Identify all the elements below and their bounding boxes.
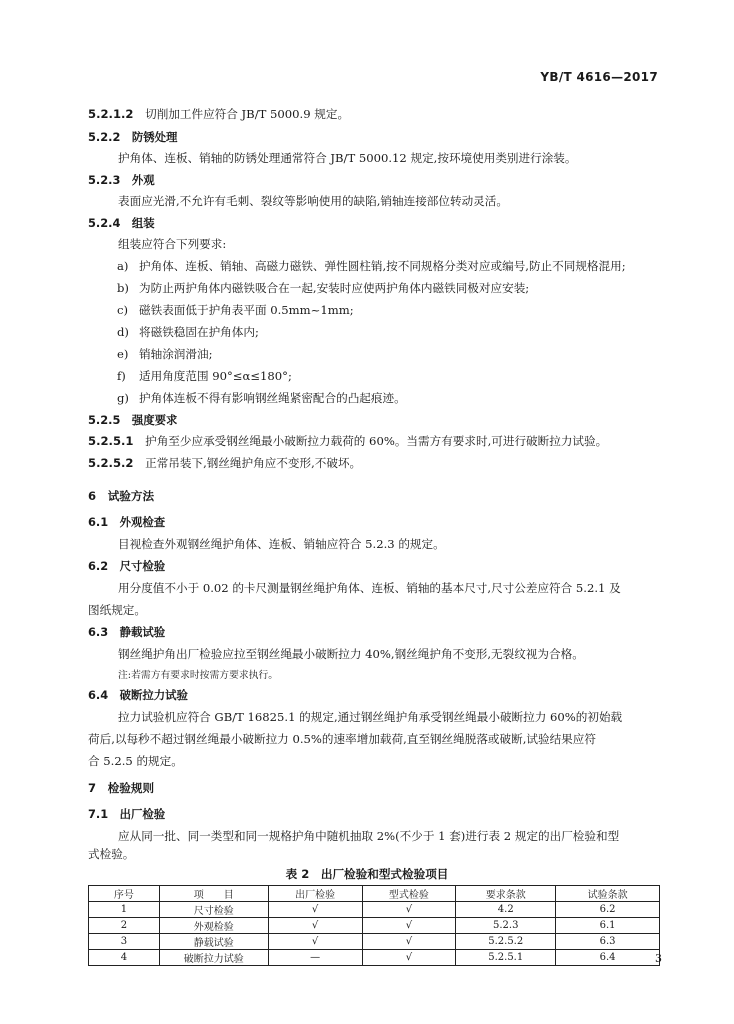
table-cell: —	[268, 950, 362, 966]
table-cell: √	[362, 918, 456, 934]
table-cell: √	[268, 902, 362, 918]
table-cell: 尺寸检验	[159, 902, 268, 918]
clause-5-2-1-2: 5.2.1.2 切削加工件应符合 JB/T 5000.9 规定。	[88, 107, 350, 121]
clause-6-3-heading: 6.3 静载试验	[88, 625, 166, 639]
table-header-cell: 试验条款	[556, 886, 660, 902]
list-item: g) 护角体连板不得有影响钢丝绳紧密配合的凸起痕迹。	[117, 391, 406, 405]
clause-6-2-body: 用分度值不小于 0.02 的卡尺测量钢丝绳护角体、连板、销轴的基本尺寸,尺寸公差应符合 5.2.1 及	[118, 581, 621, 595]
table-cell: 5.2.3	[456, 918, 556, 934]
table-row	[89, 934, 660, 950]
list-item: c) 磁铁表面低于护角表平面 0.5mm~1mm;	[117, 303, 354, 317]
table-cell: √	[268, 934, 362, 950]
list-item: f) 适用角度范围 90°≤α≤180°;	[117, 369, 292, 383]
table-row	[89, 902, 660, 918]
clause-5-2-4-heading: 5.2.4 组装	[88, 216, 155, 230]
standard-code: YB/T 4616—2017	[540, 70, 658, 84]
table-cell: 2	[89, 918, 160, 934]
clause-7-1-heading: 7.1 出厂检验	[88, 807, 166, 821]
page-number: 3	[655, 952, 662, 965]
table-cell: 5.2.5.1	[456, 950, 556, 966]
table-cell: √	[362, 934, 456, 950]
list-item: a) 护角体、连板、销轴、高磁力磁铁、弹性圆柱销,按不同规格分类对应或编号,防止不同规格混用;	[117, 259, 626, 273]
clause-6-3-note: 注:若需方有要求时按需方要求执行。	[118, 670, 279, 681]
table-cell: 4	[89, 950, 160, 966]
clause-6-4-body-cont: 荷后,以每秒不超过钢丝绳最小破断拉力 0.5%的速率增加载荷,直至钢丝绳脱落或破断,试验结果应符	[88, 732, 596, 746]
clause-5-2-3-heading: 5.2.3 外观	[88, 173, 155, 187]
table-cell: 6.1	[556, 918, 660, 934]
clause-5-2-4-intro: 组装应符合下列要求:	[118, 237, 227, 251]
clause-5-2-5-2: 5.2.5.2 正常吊装下,钢丝绳护角应不变形,不破坏。	[88, 456, 362, 470]
table-header-row	[89, 886, 660, 902]
table-cell: 破断拉力试验	[159, 950, 268, 966]
clause-5-2-2-body: 护角体、连板、销轴的防锈处理通常符合 JB/T 5000.12 规定,按环境使用类别进行涂装。	[118, 151, 577, 165]
table-cell: √	[362, 902, 456, 918]
clause-7-1-body: 应从同一批、同一类型和同一规格护角中随机抽取 2%(不少于 1 套)进行表 2 规定的出厂检验和型	[118, 829, 620, 843]
table-cell: 4.2	[456, 902, 556, 918]
list-item: b) 为防止两护角体内磁铁吸合在一起,安装时应使两护角体内磁铁同极对应安装;	[117, 281, 530, 295]
clause-5-2-5-1: 5.2.5.1 护角至少应承受钢丝绳最小破断拉力载荷的 60%。当需方有要求时,可进行破断拉力试验。	[88, 434, 608, 448]
table-cell: 6.3	[556, 934, 660, 950]
section-6-heading: 6 试验方法	[88, 489, 155, 503]
table-header-cell: 要求条款	[456, 886, 556, 902]
list-item: d) 将磁铁稳固在护角体内;	[117, 325, 259, 339]
clause-7-1-body-cont: 式检验。	[88, 847, 135, 861]
table-header-cell: 型式检验	[362, 886, 456, 902]
table-cell: 3	[89, 934, 160, 950]
clause-5-2-2-heading: 5.2.2 防锈处理	[88, 130, 178, 144]
clause-6-2-heading: 6.2 尺寸检验	[88, 559, 166, 573]
table-cell: 静载试验	[159, 934, 268, 950]
clause-6-2-body-cont: 图纸规定。	[88, 603, 146, 617]
table-cell: √	[268, 918, 362, 934]
clause-6-4-body-cont: 合 5.2.5 的规定。	[88, 754, 183, 768]
clause-6-3-body: 钢丝绳护角出厂检验应拉至钢丝绳最小破断拉力 40%,钢丝绳护角不变形,无裂纹视为合格。	[118, 647, 584, 661]
table-row	[89, 950, 660, 966]
table-cell: 6.4	[556, 950, 660, 966]
table-caption: 表 2 出厂检验和型式检验项目	[285, 867, 449, 881]
table-header-cell: 出厂检验	[268, 886, 362, 902]
clause-6-4-body: 拉力试验机应符合 GB/T 16825.1 的规定,通过钢丝绳护角承受钢丝绳最小破断拉力 60%的初始载	[118, 710, 623, 724]
clause-6-4-heading: 6.4 破断拉力试验	[88, 688, 188, 702]
clause-5-2-3-body: 表面应光滑,不允许有毛刺、裂纹等影响使用的缺陷,销轴连接部位转动灵活。	[118, 194, 508, 208]
table-cell: 1	[89, 902, 160, 918]
clause-5-2-5-heading: 5.2.5 强度要求	[88, 413, 178, 427]
section-7-heading: 7 检验规则	[88, 781, 155, 795]
table-cell: √	[362, 950, 456, 966]
table-cell: 6.2	[556, 902, 660, 918]
table-header-cell: 项 目	[159, 886, 268, 902]
clause-6-1-body: 目视检查外观钢丝绳护角体、连板、销轴应符合 5.2.3 的规定。	[118, 537, 445, 551]
table-header-cell: 序号	[89, 886, 160, 902]
table-row	[89, 918, 660, 934]
clause-6-1-heading: 6.1 外观检查	[88, 515, 166, 529]
list-item: e) 销轴涂润滑油;	[117, 347, 213, 361]
inspection-table	[88, 885, 660, 966]
table-cell: 5.2.5.2	[456, 934, 556, 950]
table-cell: 外观检验	[159, 918, 268, 934]
